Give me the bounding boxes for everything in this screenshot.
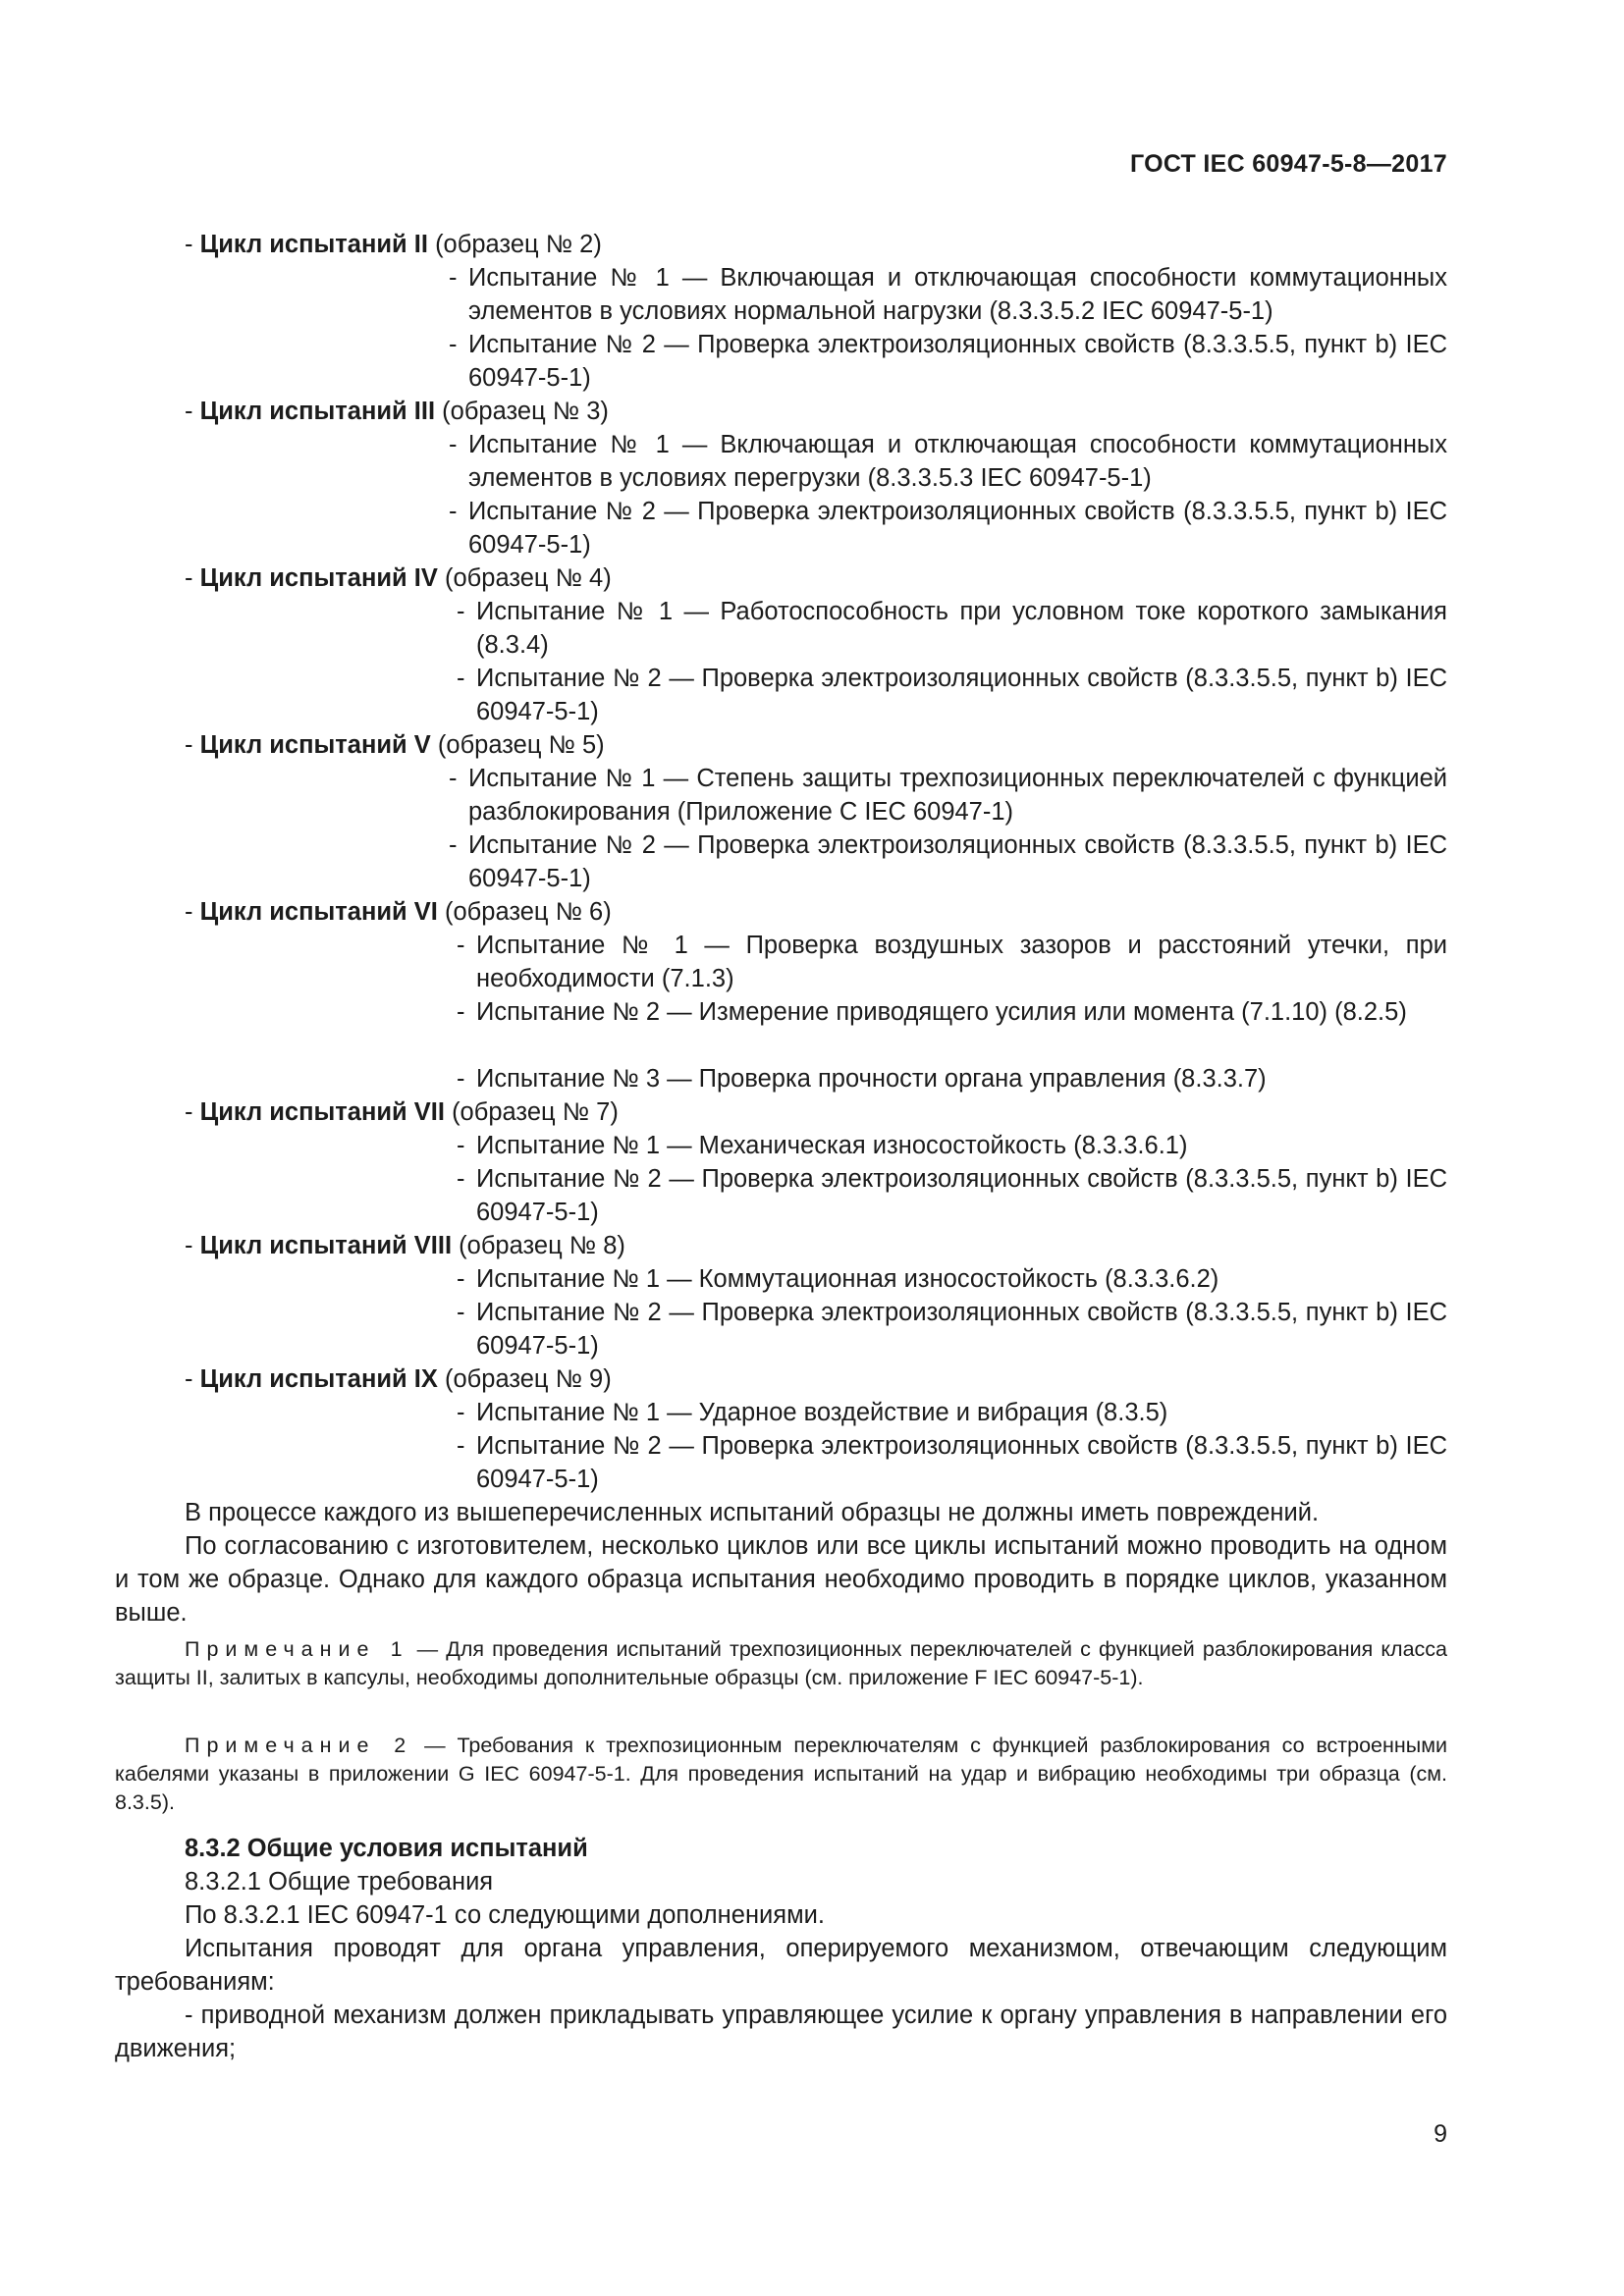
section-title: 8.3.2 Общие условия испытаний <box>185 1835 588 1862</box>
cycle-heading: - Цикл испытаний II (образец № 2) <box>185 231 602 258</box>
cycle-sample: (образец № 2) <box>435 231 602 258</box>
cycle-name: Цикл испытаний V <box>199 731 431 759</box>
cycle-heading: - Цикл испытаний VI (образец № 6) <box>185 898 612 926</box>
test-item: - Испытание № 2 — Проверка электроизоляционных свойств (8.3.3.5.5, пункт b) IEC 60947-5-1) <box>449 831 1447 892</box>
document-header: ГОСТ IEC 60947-5-8—2017 <box>1129 150 1447 178</box>
test-item: - Испытание № 1 — Включающая и отключающая способности коммутационных элементов в условиях перегрузки (8.3.3.5.3 IEC 60947-5-1) <box>449 431 1447 492</box>
test-item: - Испытание № 2 — Проверка электроизоляционных свойств (8.3.3.5.5, пункт b) IEC 60947-5-1) <box>457 1165 1447 1226</box>
cycle-name: Цикл испытаний IX <box>199 1365 438 1393</box>
test-item: - Испытание № 2 — Проверка электроизоляционных свойств (8.3.3.5.5, пункт b) IEC 60947-5-1) <box>449 498 1447 559</box>
test-item: - Испытание № 1 — Механическая износостойкость (8.3.3.6.1) <box>457 1132 1188 1159</box>
cycle-heading: - Цикл испытаний V (образец № 5) <box>185 731 605 759</box>
note-label: Примечание 2 <box>185 1734 413 1757</box>
test-item: - Испытание № 1 — Включающая и отключающая способности коммутационных элементов в условиях нормальной нагрузки (8.3.3.5.2 IEC 60947-5-1) <box>449 264 1447 325</box>
cycle-sample: (образец № 7) <box>452 1098 619 1126</box>
subsection-title: 8.3.2.1 Общие требования <box>185 1868 494 1896</box>
cycle-heading: - Цикл испытаний IV (образец № 4) <box>185 564 612 592</box>
cycle-sample: (образец № 5) <box>437 731 605 759</box>
cycle-heading: - Цикл испытаний VIII (образец № 8) <box>185 1232 625 1259</box>
note-text: — Требования к трехпозиционным переключателям с функцией разблокирования со встроенными кабелями указаны в приложении G IEC 60947-5-1. Для проведения испытаний на удар и вибрацию необходимы три образца (см. 8.3.5). <box>115 1734 1448 1814</box>
note-text: — Для проведения испытаний трехпозиционных переключателей с функцией разблокирования класса защиты II, залитых в капсулы, необходимы дополнительные образцы (см. приложение F IEC 60947-5-1). <box>115 1637 1447 1689</box>
paragraph: По согласованию с изготовителем, несколько циклов или все циклы испытаний можно проводить на одном и том же образце. Однако для каждого образца испытания необходимо проводить в порядке циклов, указанном выше. <box>115 1532 1447 1627</box>
note-label: Примечание 1 <box>185 1637 409 1661</box>
cycle-name: Цикл испытаний VI <box>199 898 438 926</box>
paragraph: Испытания проводят для органа управления, оперируемого механизмом, отвечающим следующим требованиям: <box>115 1935 1447 1996</box>
test-item: - Испытание № 1 — Ударное воздействие и вибрация (8.3.5) <box>457 1399 1168 1426</box>
cycle-name: Цикл испытаний VII <box>199 1098 445 1126</box>
cycle-name: Цикл испытаний II <box>199 231 428 258</box>
test-item: - Испытание № 2 — Измерение приводящего усилия или момента (7.1.10) (8.2.5) <box>457 998 1407 1026</box>
cycle-sample: (образец № 8) <box>459 1232 625 1259</box>
test-item: - Испытание № 1 — Работоспособность при условном токе короткого замыкания (8.3.4) <box>457 598 1447 659</box>
test-item: - Испытание № 1 — Проверка воздушных зазоров и расстояний утечки, при необходимости (7.1.3) <box>457 932 1447 992</box>
page-number: 9 <box>1434 2120 1447 2148</box>
cycle-heading: - Цикл испытаний VII (образец № 7) <box>185 1098 619 1126</box>
test-item: - Испытание № 3 — Проверка прочности органа управления (8.3.3.7) <box>457 1065 1267 1093</box>
test-item: - Испытание № 2 — Проверка электроизоляционных свойств (8.3.3.5.5, пункт b) IEC 60947-5-1) <box>449 331 1447 392</box>
test-item: - Испытание № 2 — Проверка электроизоляционных свойств (8.3.3.5.5, пункт b) IEC 60947-5-1) <box>457 1299 1447 1360</box>
paragraph: По 8.3.2.1 IEC 60947-1 со следующими дополнениями. <box>185 1901 825 1929</box>
paragraph: В процессе каждого из вышеперечисленных испытаний образцы не должны иметь повреждений. <box>185 1499 1320 1526</box>
note <box>115 1635 1447 1692</box>
cycle-name: Цикл испытаний VIII <box>199 1232 453 1259</box>
cycle-name: Цикл испытаний III <box>199 398 436 425</box>
cycle-sample: (образец № 4) <box>444 564 612 592</box>
test-item: - Испытание № 2 — Проверка электроизоляционных свойств (8.3.3.5.5, пункт b) IEC 60947-5-1) <box>457 665 1447 725</box>
cycle-sample: (образец № 6) <box>444 898 612 926</box>
cycle-sample: (образец № 9) <box>444 1365 612 1393</box>
cycle-sample: (образец № 3) <box>442 398 609 425</box>
paragraph: - приводной механизм должен прикладывать управляющее усилие к органу управления в направлении его движения; <box>115 2002 1447 2062</box>
cycle-heading: - Цикл испытаний IX (образец № 9) <box>185 1365 612 1393</box>
test-item: - Испытание № 2 — Проверка электроизоляционных свойств (8.3.3.5.5, пункт b) IEC 60947-5-1) <box>457 1432 1447 1493</box>
note <box>115 1732 1447 1817</box>
test-item: - Испытание № 1 — Коммутационная износостойкость (8.3.3.6.2) <box>457 1265 1219 1293</box>
cycle-heading: - Цикл испытаний III (образец № 3) <box>185 398 609 425</box>
cycle-name: Цикл испытаний IV <box>199 564 438 592</box>
test-item: - Испытание № 1 — Степень защиты трехпозиционных переключателей с функцией разблокирования (Приложение С IEC 60947-1) <box>449 765 1447 826</box>
